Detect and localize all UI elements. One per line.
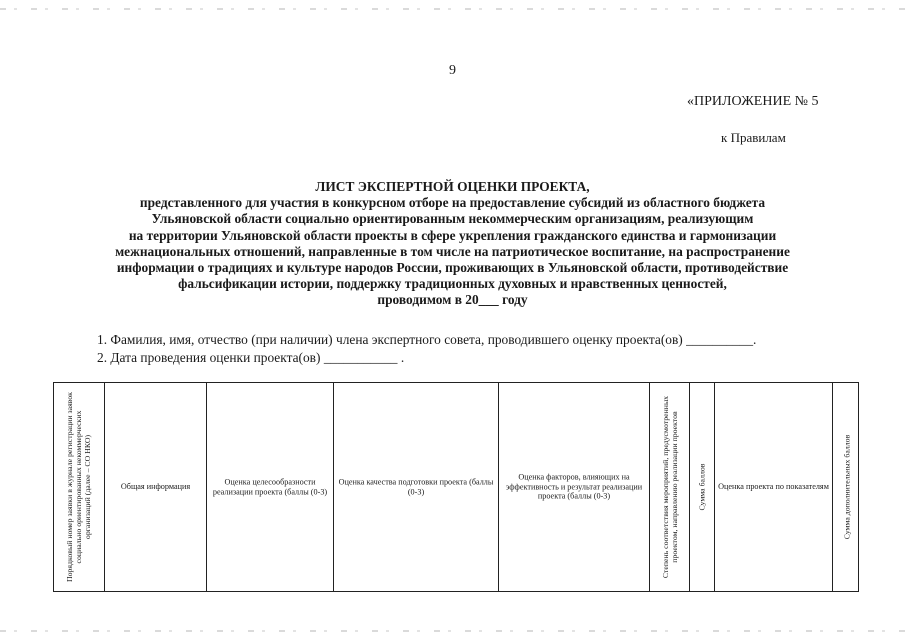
header-cell-registration-number	[54, 383, 105, 591]
heading-line: на территории Ульяновской области проекты в сфере укрепления гражданского единства и гармонизации	[128, 227, 777, 243]
header-cell-quality	[334, 383, 499, 591]
expert-name-item: 1. Фамилия, имя, отчество (при наличии) члена экспертного совета, проводившего оценку проекта(ов) __________.	[97, 332, 757, 347]
appendix-label: «ПРИЛОЖЕНИЕ № 5	[687, 94, 819, 109]
document-heading	[40, 179, 865, 309]
header-cell-factors	[499, 383, 650, 591]
heading-line: представленного для участия в конкурсном отборе на предоставление субсидий из областного бюджета	[139, 195, 766, 211]
header-cell-additional-score	[833, 383, 860, 591]
heading-line: межнациональных отношений, направленные в том числе на патриотическое воспитание, на распространение	[115, 243, 790, 259]
evaluation-date-item: 2. Дата проведения оценки проекта(ов) ___________ .	[97, 350, 405, 365]
header-cell-feasibility	[207, 383, 334, 591]
scan-artifact-top	[0, 8, 905, 10]
header-cell-compliance	[650, 383, 690, 591]
header-text: Степень соответствия мероприятий, предусмотренных проектом, направлению реализации проектов	[660, 395, 679, 579]
heading-line: Ульяновской области социально ориентированным некоммерческим организациям, реализующим	[151, 211, 754, 227]
header-cell-general-info	[105, 383, 207, 591]
heading-line: ЛИСТ ЭКСПЕРТНОЙ ОЦЕНКИ ПРОЕКТА,	[315, 179, 590, 194]
header-text: Общая информация	[120, 482, 191, 492]
header-cell-score-sum	[690, 383, 715, 591]
header-text: Оценка проекта по показателям	[718, 482, 829, 492]
header-text: Оценка качества подготовки проекта (баллы (0-3)	[338, 477, 494, 496]
header-text: Оценка целесообразности реализации проекта (баллы (0-3)	[212, 477, 328, 496]
heading-line: информации о традициях и культуре народов России, проживающих в Ульяновской области, противодействие	[116, 260, 789, 276]
header-text: Порядковый номер заявки в журнале регистрации заявок социально ориентированных некоммерческих организаций (далее – СО НКО)	[65, 392, 93, 582]
header-text: Сумма баллов	[697, 463, 707, 511]
heading-line: фальсификации истории, поддержку традиционных духовных и нравственных ценностей,	[178, 276, 727, 292]
scan-artifact-bottom	[0, 630, 905, 632]
header-text: Оценка факторов, влияющих на эффективность и результат реализации проекта (баллы (0-3)	[505, 472, 643, 501]
header-text: Сумма дополнительных баллов	[841, 434, 851, 540]
evaluation-table	[53, 382, 859, 592]
rules-reference: к Правилам	[721, 130, 786, 145]
header-cell-indicators	[715, 383, 833, 591]
heading-line: проводимом в 20___ году	[377, 292, 528, 308]
page-number: 9	[449, 63, 456, 78]
